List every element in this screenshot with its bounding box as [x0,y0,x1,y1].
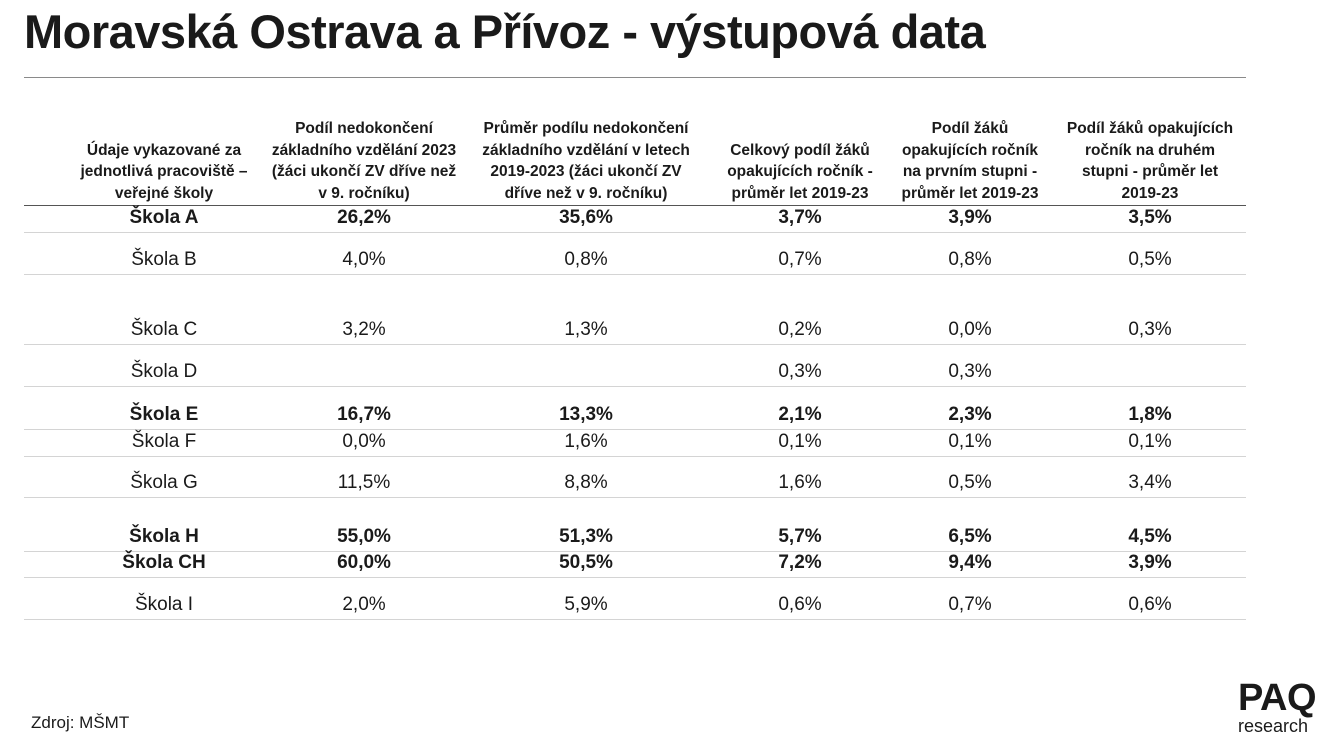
column-header-line: Celkový podíl žáků [730,141,870,159]
column-header-line: 2019-23 [1121,184,1179,202]
logo-subtitle: research [1238,716,1309,736]
column-header-line: základního vzdělání 2023 [271,141,457,159]
column-header-line: 2019-2023 (žáci ukončí ZV [490,163,682,180]
table-cell: 3,7% [778,207,822,228]
table-cell: 1,3% [564,319,608,340]
table-cell: 0,8% [948,249,992,270]
school-name: Škola B [131,249,197,270]
column-header-1 [59,120,269,204]
column-header-line: opakujících ročník - [727,163,873,180]
table-cell: 0,6% [778,594,822,615]
school-name: Škola D [130,361,198,382]
table-cell: 2,0% [342,594,386,615]
table-cell: 3,9% [948,207,992,228]
table-cell: 6,5% [948,526,992,547]
row-divider [24,386,1246,387]
row-divider [24,232,1246,233]
school-name: Škola CH [122,552,206,573]
column-header-line: Podíl žáků [931,120,1009,137]
table-cell: 13,3% [559,404,613,425]
school-name: Škola I [134,594,194,615]
column-header-line: veřejné školy [114,184,214,202]
table-cell: 3,2% [342,319,386,340]
column-header-4 [715,120,885,204]
table-cell [249,358,479,386]
table-cell: 0,6% [1128,594,1172,615]
row-divider [24,619,1246,620]
table-cell [1050,358,1250,386]
table-cell: 35,6% [559,207,613,228]
column-header-line: průměr let 2019-23 [901,184,1039,202]
column-header-line: stupni - průměr let [1081,163,1219,180]
column-header-line: ročník na druhém [1084,141,1216,159]
school-name: Škola F [131,431,197,452]
row-divider [24,456,1246,457]
table-cell: 51,3% [559,526,613,547]
paq-research-logo [1238,677,1328,736]
table-cell: 0,1% [778,431,822,452]
table-cell: 0,0% [342,431,386,452]
column-header-line: (žáci ukončí ZV dříve než [271,163,457,180]
column-header-line: dříve než v 9. ročníku) [504,184,668,202]
table-cell [466,358,706,386]
table-cell: 0,0% [948,319,992,340]
table-cell: 60,0% [337,552,391,573]
page-title: Moravská Ostrava a Přívoz - výstupová data [24,5,986,58]
row-divider [24,497,1246,498]
table-cell: 0,7% [948,594,992,615]
column-header-3 [466,120,706,204]
table-cell: 26,2% [337,207,391,228]
title-divider [24,77,1246,78]
table-cell: 0,1% [1128,431,1172,452]
column-header-line: Podíl žáků opakujících [1066,120,1234,137]
column-header-2 [249,120,479,204]
table-cell: 3,4% [1128,472,1172,493]
table-cell: 0,7% [778,249,822,270]
table-cell: 3,9% [1128,552,1172,573]
table-cell: 3,5% [1128,207,1172,228]
column-header-line: Průměr podílu nedokončení [483,120,689,137]
table-cell: 11,5% [337,472,391,493]
table-cell: 4,0% [342,249,386,270]
table-cell: 2,3% [948,404,992,425]
school-name: Škola H [129,526,199,547]
table-cell: 16,7% [337,404,391,425]
table-cell: 9,4% [948,552,992,573]
column-header-line: základního vzdělání v letech [482,141,690,159]
table-cell: 7,2% [778,552,822,573]
row-divider [24,577,1246,578]
column-header-6 [1050,120,1250,204]
table-cell: 0,5% [1128,249,1172,270]
column-header-line: v 9. ročníku) [318,184,410,202]
table-cell: 0,3% [1128,319,1172,340]
column-header-line: opakujících ročník [901,141,1039,159]
logo-wordmark: PAQ [1238,677,1317,719]
table-cell: 1,6% [778,472,822,493]
school-name: Škola G [130,472,198,493]
column-header-line: jednotlivá pracoviště – [80,163,248,180]
row-divider [24,344,1246,345]
row-divider [24,274,1246,275]
school-name: Škola A [129,207,199,228]
column-header-5 [885,120,1055,204]
table-cell: 5,9% [564,594,608,615]
source-note: Zdroj: MŠMT [31,713,130,732]
table-cell: 0,3% [948,361,992,382]
table-cell: 8,8% [564,472,608,493]
school-name: Škola E [129,404,199,425]
table-cell: 50,5% [559,552,613,573]
table-cell: 2,1% [778,404,822,425]
table-cell: 0,2% [778,319,822,340]
table-cell: 1,6% [564,431,608,452]
school-name: Škola C [130,319,198,340]
table-cell: 0,5% [948,472,992,493]
table-cell: 55,0% [337,526,391,547]
column-header-line: průměr let 2019-23 [731,184,869,202]
table-cell: 0,8% [564,249,608,270]
table-cell: 4,5% [1128,526,1172,547]
table-cell: 5,7% [778,526,822,547]
table-cell: 0,3% [778,361,822,382]
column-header-line: na prvním stupni - [902,163,1038,180]
column-header-line: Podíl nedokončení [295,120,433,137]
table-cell: 1,8% [1128,404,1172,425]
table-cell: 0,1% [948,431,992,452]
column-header-line: Údaje vykazované za [86,141,242,159]
